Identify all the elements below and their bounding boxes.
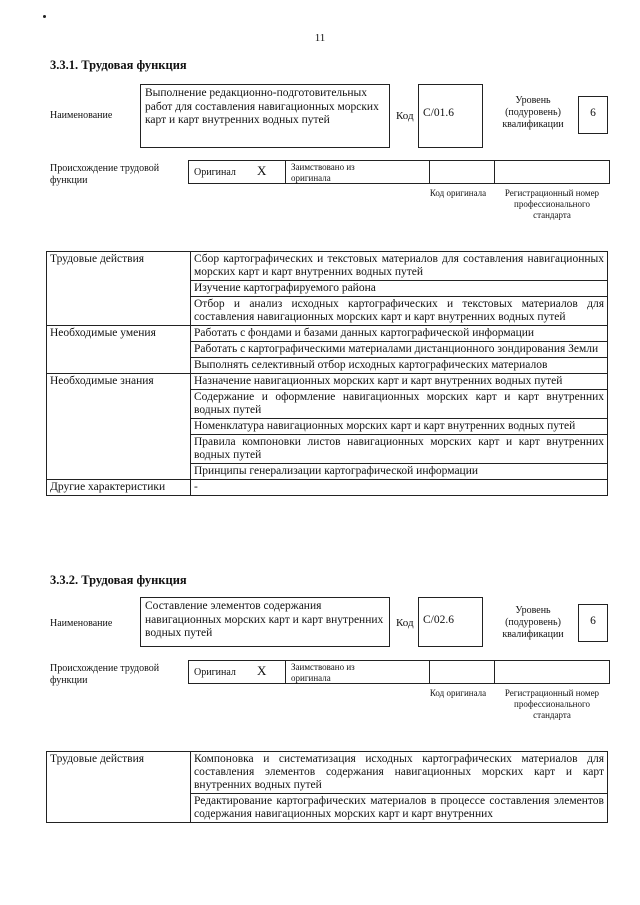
table-cell: Сбор картографических и текстовых материалов для составления навигационных морских карт и карт внутренних водных путей <box>191 252 608 281</box>
origin-label: Происхождение трудовой функции <box>50 163 160 186</box>
qualification-level-box: 6 <box>578 604 608 642</box>
code-label: Код <box>396 617 414 629</box>
function-name-box: Выполнение редакционно-подготовительных работ для составления навигационных морских карт и карт внутренних водных путей <box>140 84 390 148</box>
table-row <box>47 326 608 342</box>
registration-number-caption: Регистрационный номер профессионального стандарта <box>504 188 600 220</box>
page-number: 11 <box>314 32 326 44</box>
name-label: Наименование <box>50 110 113 121</box>
origin-label: Происхождение трудовой функции <box>50 663 160 686</box>
table-cell: Работать с картографическими материалами дистанционного зондирования Земли <box>191 342 608 358</box>
table-cell: - <box>191 480 608 496</box>
table-row <box>47 752 608 794</box>
row-header: Трудовые действия <box>47 752 191 823</box>
code-label: Код <box>396 110 414 122</box>
code-value-box: C/02.6 <box>418 597 483 647</box>
table-cell: Отбор и анализ исходных картографических и текстовых материалов для составления навигационных морских карт и карт внутренних водных путей <box>191 297 608 326</box>
code-value-box: C/01.6 <box>418 84 483 148</box>
table-cell: Номенклатура навигационных морских карт и карт внутренних водных путей <box>191 419 608 435</box>
original-code-caption: Код оригинала <box>429 688 487 698</box>
original-mark: X <box>257 163 267 178</box>
original-code-caption: Код оригинала <box>429 188 487 198</box>
qualification-level-box: 6 <box>578 96 608 134</box>
original-label: Оригинал <box>194 167 236 178</box>
table-cell: Принципы генерализации картографической информации <box>191 464 608 480</box>
origin-box <box>188 160 610 184</box>
borrowed-label: Заимствовано из оригинала <box>291 162 355 183</box>
row-header: Необходимые умения <box>47 326 191 374</box>
function-name-box: Составление элементов содержания навигационных морских карт и карт внутренних водных путей <box>140 597 390 647</box>
row-header: Необходимые знания <box>47 374 191 480</box>
table-row <box>47 252 608 281</box>
function-table <box>46 751 608 823</box>
name-label: Наименование <box>50 618 113 629</box>
original-mark: X <box>257 663 267 678</box>
origin-box <box>188 660 610 684</box>
scan-mark <box>43 15 46 18</box>
table-cell: Редактирование картографических материалов в процессе составления элементов содержания навигационных морских карт и карт внутренних <box>191 794 608 823</box>
table-cell: Выполнять селективный отбор исходных картографических материалов <box>191 358 608 374</box>
section-title: 3.3.2. Трудовая функция <box>50 573 187 587</box>
table-cell: Правила компоновки листов навигационных морских карт и карт внутренних водных путей <box>191 435 608 464</box>
borrowed-label: Заимствовано из оригинала <box>291 662 355 683</box>
table-cell: Изучение картографируемого района <box>191 281 608 297</box>
table-cell: Компоновка и систематизация исходных картографических материалов для составления элементов содержания навигационных морских карт и карт внутренних водных путей <box>191 752 608 794</box>
registration-number-caption: Регистрационный номер профессионального стандарта <box>504 688 600 720</box>
table-cell: Назначение навигационных морских карт и карт внутренних водных путей <box>191 374 608 390</box>
table-row <box>47 480 608 496</box>
original-label: Оригинал <box>194 667 236 678</box>
section-title: 3.3.1. Трудовая функция <box>50 58 187 72</box>
table-cell: Работать с фондами и базами данных картографической информации <box>191 326 608 342</box>
table-cell: Содержание и оформление навигационных морских карт и карт внутренних водных путей <box>191 390 608 419</box>
row-header: Другие характеристики <box>47 480 191 496</box>
qualification-level-label: Уровень (подуровень) квалификации <box>502 605 564 640</box>
row-header: Трудовые действия <box>47 252 191 326</box>
table-row <box>47 374 608 390</box>
qualification-level-label: Уровень (подуровень) квалификации <box>502 95 564 130</box>
function-table <box>46 251 608 496</box>
